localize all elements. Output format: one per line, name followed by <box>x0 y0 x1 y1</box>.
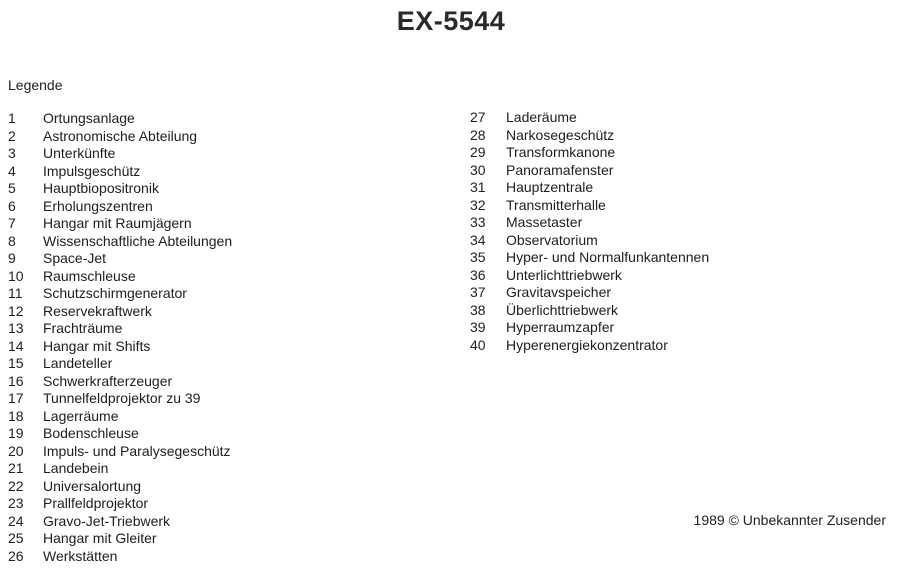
legend-entry-label: Hyper- und Normalfunkantennen <box>506 249 710 265</box>
legend-entry-number: 7 <box>8 215 16 231</box>
legend-entry-label: Unterlichttriebwerk <box>506 266 622 283</box>
legend-entry-label: Hauptbiopositronik <box>43 180 159 196</box>
legend-entry-label: Bodenschleuse <box>43 425 139 441</box>
legend-entry-label: Lagerräume <box>43 407 119 424</box>
legend-entry-number: 16 <box>8 372 24 389</box>
legend-entry-number: 5 <box>8 180 16 196</box>
legend-entry-label: Schutzschirmgenerator <box>43 285 187 301</box>
legend-entry <box>8 268 232 286</box>
legend-entry-label: Landeteller <box>43 355 113 371</box>
legend-entry <box>8 303 232 321</box>
legend-entry-label: Transformkanone <box>506 144 616 160</box>
legend-entry <box>8 408 232 426</box>
document-title: EX-5544 <box>396 6 506 36</box>
copyright-notice: 1989 © Unbekannter Zusender <box>693 512 886 528</box>
legend-entry-number: 18 <box>8 407 24 424</box>
legend-entry-label: Hyperraumzapfer <box>506 319 615 335</box>
legend-entry-number: 22 <box>8 477 24 494</box>
legend-entry-label: Unterkünfte <box>43 145 116 161</box>
legend-entry-label: Observatorium <box>506 231 598 248</box>
legend-entry <box>470 197 709 215</box>
legend-entry <box>8 163 232 181</box>
legend-entry-label: Reservekraftwerk <box>43 302 152 319</box>
legend-entry-label: Hangar mit Shifts <box>43 337 151 354</box>
legend-entry-label: Raumschleuse <box>43 267 136 284</box>
legend-entry <box>8 250 232 268</box>
legend-entry-number: 34 <box>470 231 486 248</box>
legend-entry-number: 9 <box>8 250 16 266</box>
legend-entry <box>8 285 232 303</box>
legend-entry <box>470 249 709 267</box>
legend-entry <box>8 443 232 461</box>
legend-entry <box>470 179 709 197</box>
legend-entry <box>470 127 709 145</box>
legend-entry <box>470 284 709 302</box>
legend-entry-number: 19 <box>8 425 24 441</box>
legend-entry-number: 25 <box>8 530 24 546</box>
legend-entry-number: 28 <box>470 126 486 143</box>
legend-entry-number: 21 <box>8 460 24 476</box>
legend-entry-label: Impuls- und Paralysegeschütz <box>43 442 231 459</box>
legend-entry-label: Gravitavspeicher <box>506 284 612 300</box>
legend-entry-number: 38 <box>470 301 486 318</box>
legend-entry-label: Impulsgeschütz <box>43 162 141 179</box>
legend-entry-label: Hangar mit Raumjägern <box>43 215 192 231</box>
legend-entry <box>8 233 232 251</box>
legend-entry-number: 29 <box>470 144 486 160</box>
legend-entry <box>8 198 232 216</box>
legend-heading: Legende <box>8 77 63 93</box>
legend-entry-label: Hauptzentrale <box>506 179 594 195</box>
legend-entry-label: Space-Jet <box>43 250 107 266</box>
legend-entry-number: 12 <box>8 302 24 319</box>
legend-entry <box>470 214 709 232</box>
legend-entry <box>8 548 232 566</box>
legend-entry <box>470 232 709 250</box>
legend-entry <box>8 180 232 198</box>
legend-entry <box>470 337 709 355</box>
legend-entry-label: Universalortung <box>43 477 142 494</box>
legend-entry <box>8 320 232 338</box>
legend-entry <box>8 145 232 163</box>
legend-entry-label: Überlichttriebwerk <box>506 301 619 318</box>
legend-entry <box>8 425 232 443</box>
legend-entry-label: Tunnelfeldprojektor zu 39 <box>43 390 201 406</box>
legend-entry-label: Hangar mit Gleiter <box>43 530 157 546</box>
legend-entry <box>8 495 232 513</box>
legend-entry <box>470 109 709 127</box>
legend-entry-number: 1 <box>8 110 16 126</box>
legend-entry-label: Narkosegeschütz <box>506 126 615 143</box>
legend-entry <box>8 513 232 531</box>
legend-entry <box>8 460 232 478</box>
legend-entry-number: 35 <box>470 249 486 265</box>
legend-entry <box>470 267 709 285</box>
legend-entry-number: 8 <box>8 232 16 249</box>
legend-entry <box>8 390 232 408</box>
legend-entry-label: Landebein <box>43 460 109 476</box>
legend-entry-number: 17 <box>8 390 24 406</box>
legend-entry-label: Hyperenergiekonzentrator <box>506 336 668 353</box>
legend-column-right <box>470 109 709 354</box>
legend-entry-number: 4 <box>8 162 16 179</box>
legend-entry-number: 31 <box>470 179 486 195</box>
legend-entry-number: 20 <box>8 442 24 459</box>
legend-entry-number: 26 <box>8 547 24 564</box>
legend-entry-number: 24 <box>8 512 24 529</box>
legend-entry-label: Frachträume <box>43 320 123 336</box>
legend-entry-label: Erholungszentren <box>43 197 153 214</box>
legend-entry <box>470 162 709 180</box>
legend-entry-number: 32 <box>470 196 486 213</box>
legend-entry <box>8 215 232 233</box>
legend-entry <box>470 302 709 320</box>
legend-entry <box>8 478 232 496</box>
legend-entry-number: 36 <box>470 266 486 283</box>
legend-entry-number: 30 <box>470 161 486 178</box>
legend-entry-number: 37 <box>470 284 486 300</box>
legend-entry <box>8 530 232 548</box>
legend-entry-number: 13 <box>8 320 24 336</box>
legend-entry-number: 15 <box>8 355 24 371</box>
legend-entry-number: 27 <box>470 109 486 125</box>
legend-entry-label: Laderäume <box>506 109 577 125</box>
legend-entry-label: Wissenschaftliche Abteilungen <box>43 232 233 249</box>
legend-entry-label: Gravo-Jet-Triebwerk <box>43 512 171 529</box>
legend-entry-label: Massetaster <box>506 214 583 230</box>
legend-entry-label: Werkstätten <box>43 547 118 564</box>
legend-entry-label: Ortungsanlage <box>43 110 135 126</box>
legend-entry-number: 6 <box>8 197 16 214</box>
legend-entry-label: Transmitterhalle <box>506 196 606 213</box>
legend-entry-number: 10 <box>8 267 24 284</box>
legend-entry <box>8 128 232 146</box>
legend-entry-number: 11 <box>8 285 23 301</box>
legend-entry <box>8 338 232 356</box>
legend-column-left <box>8 110 232 565</box>
legend-entry-number: 3 <box>8 145 16 161</box>
legend-entry-number: 23 <box>8 495 24 511</box>
legend-entry-number: 33 <box>470 214 486 230</box>
legend-entry-label: Schwerkrafterzeuger <box>43 372 173 389</box>
legend-entry-number: 14 <box>8 337 24 354</box>
legend-entry-label: Astronomische Abteilung <box>43 127 198 144</box>
legend-entry <box>8 110 232 128</box>
legend-entry <box>470 144 709 162</box>
legend-entry-number: 39 <box>470 319 486 335</box>
legend-entry-number: 40 <box>470 336 486 353</box>
legend-entry <box>8 355 232 373</box>
legend-entry <box>470 319 709 337</box>
legend-entry-label: Prallfeldprojektor <box>43 495 149 511</box>
legend-entry <box>8 373 232 391</box>
legend-entry-number: 2 <box>8 127 16 144</box>
legend-entry-label: Panoramafenster <box>506 161 614 178</box>
